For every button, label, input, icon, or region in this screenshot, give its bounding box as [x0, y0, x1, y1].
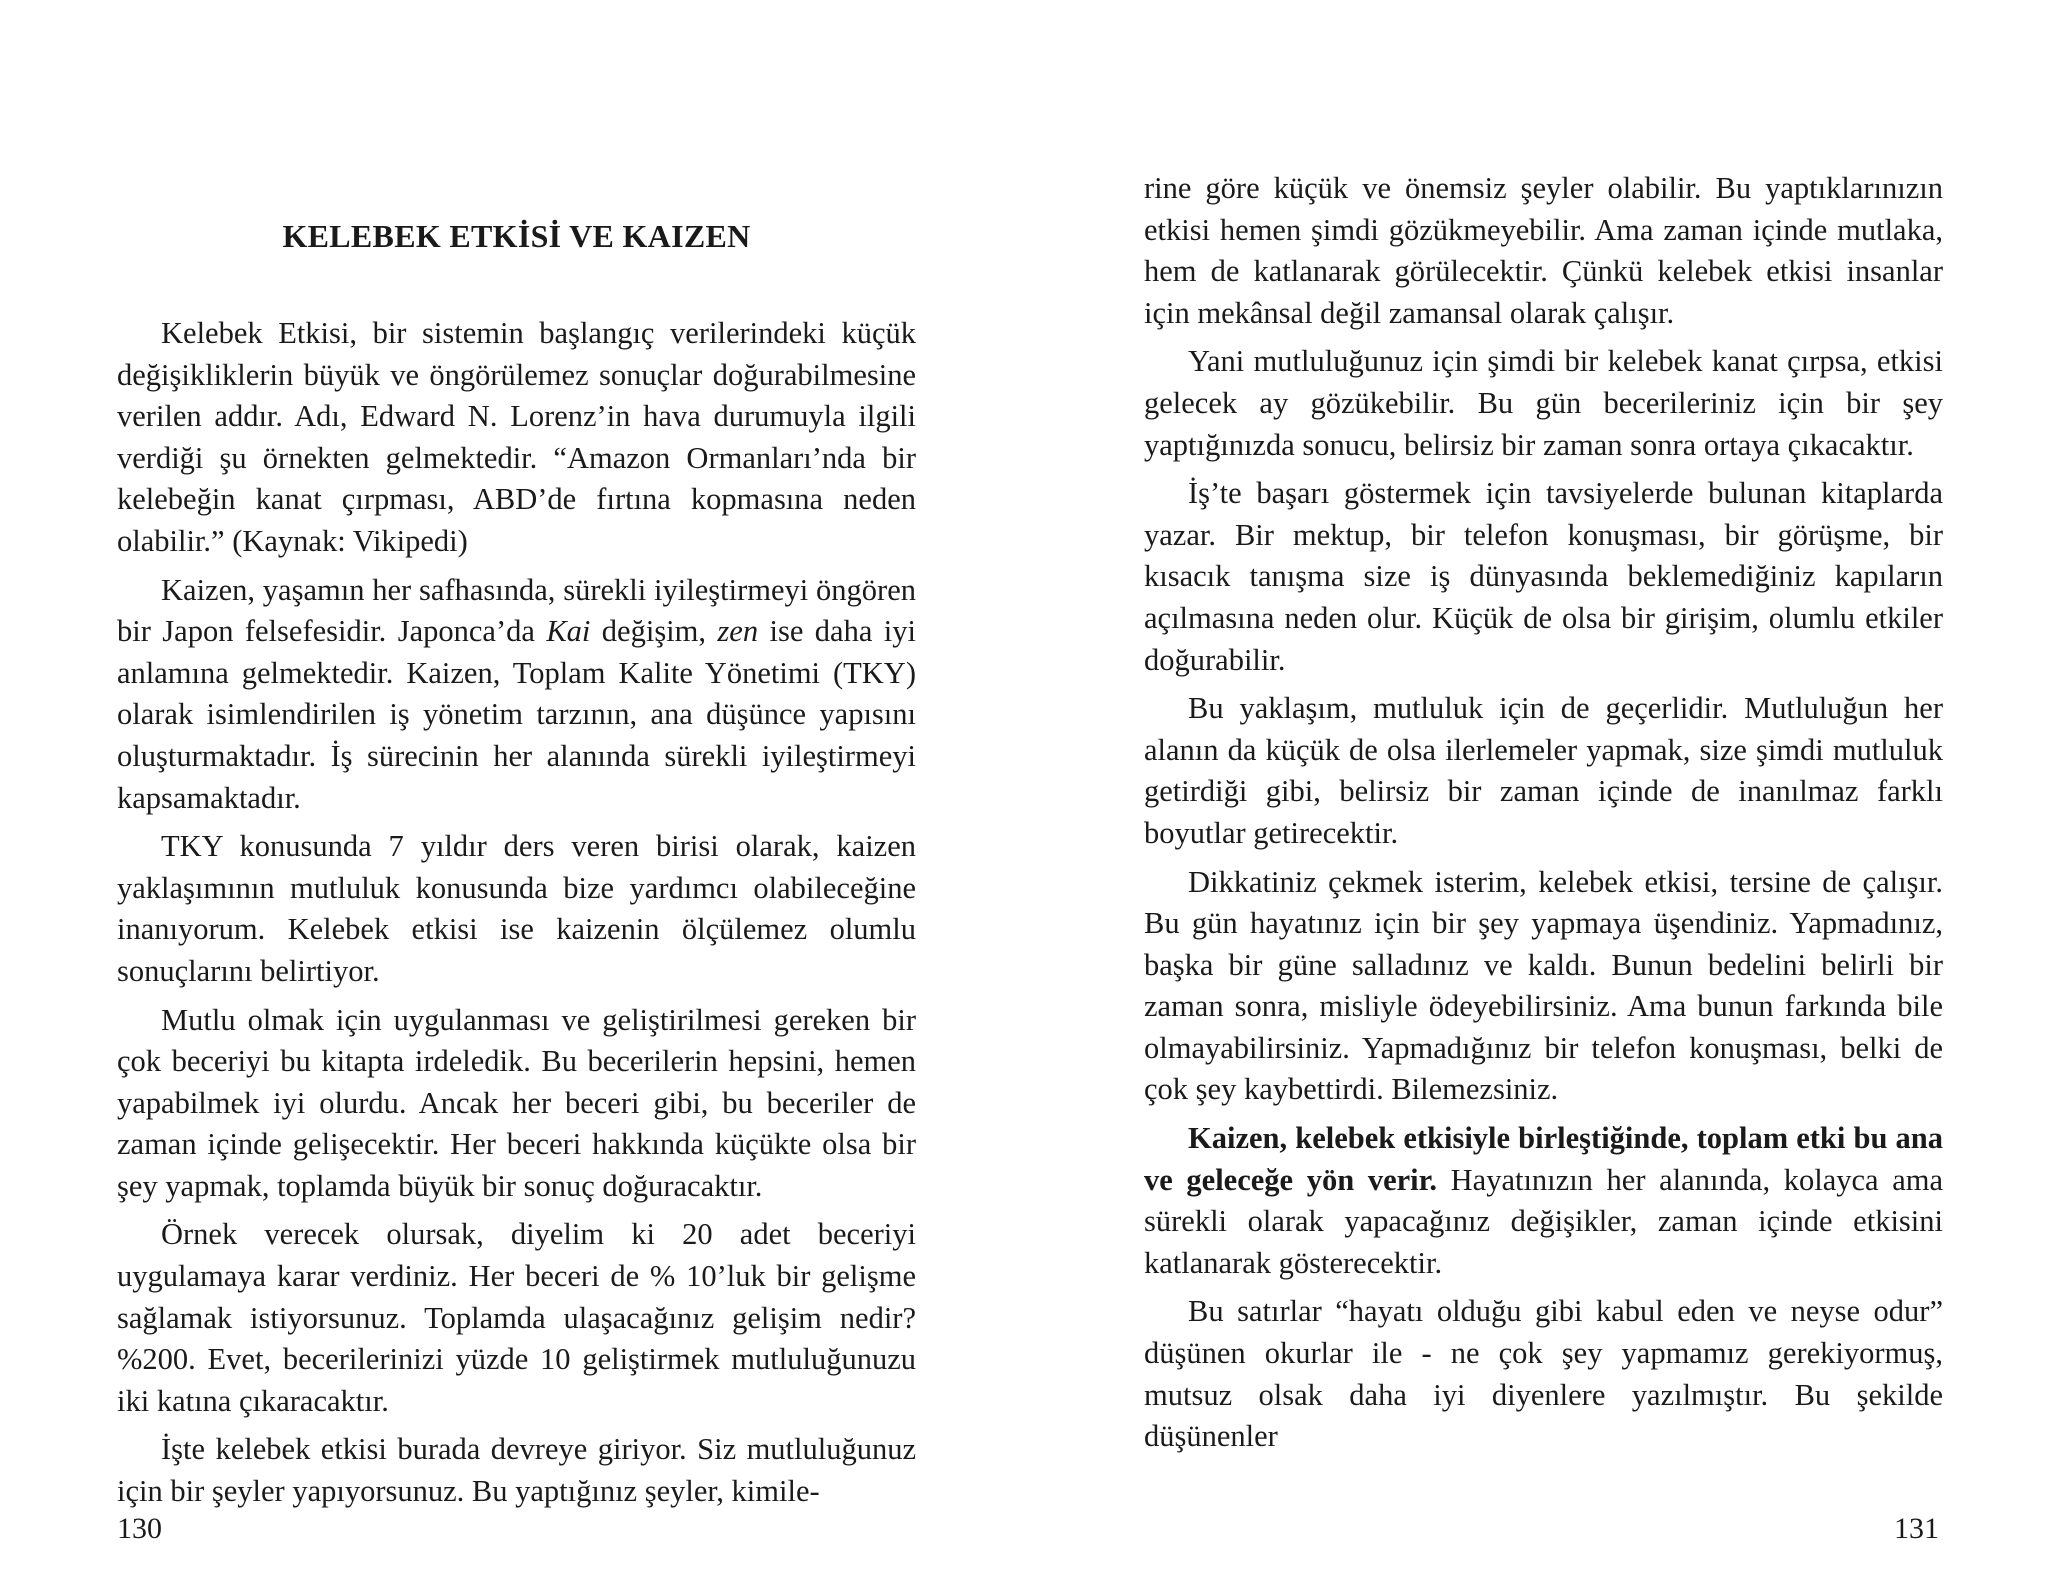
paragraph: Kelebek Etkisi, bir sistemin başlangıç verilerindeki küçük değişikliklerin büyük ve öngörülemez sonuçlar doğurabilmesine verilen addır. Adı, Edward N. Lorenz’in hava durumuyla ilgili verdiği şu örnekten gelmektedir. “Amazon Ormanları’nda bir kelebeğin kanat çırpması, ABD’de fırtına kopmasına neden olabilir.” (Kaynak: Vikipedi) — [117, 316, 916, 558]
paragraph: İş’te başarı göstermek için tavsiyelerde bulunan kitaplarda yazar. Bir mektup, bir telefon konuşması, bir görüşme, bir kısacık tanışma size iş dünyasında beklemediğiniz kapıların açılmasına neden olur. Küçük de olsa bir girişim, olumlu etkiler doğurabilir. — [1144, 476, 1943, 677]
page-number: 130 — [117, 1512, 162, 1545]
page-number: 131 — [1894, 1512, 1939, 1545]
paragraph: Dikkatiniz çekmek isterim, kelebek etkisi, tersine de çalışır. Bu gün hayatınız için bir şey yapmaya üşendiniz. Yapmadınız, başka bir güne salladınız ve kaldı. Bunun bedelini belirli bir zaman sonra, misliyle ödeyebilirsiniz. Ama bunun farkında bile olmayabilirsiniz. Yapmadığınız bir telefon konuşması, belki de çok şey kaybettirdi. Bilemezsiniz. — [1144, 864, 1943, 1107]
chapter-title: KELEBEK ETKİSİ VE KAIZEN — [282, 218, 751, 254]
paragraph: Mutlu olmak için uygulanması ve geliştirilmesi gereken bir çok beceriyi bu kitapta irdeledik. Bu becerilerin hepsini, hemen yapabilmek iyi olurdu. Ancak her beceri gibi, bu beceriler de zaman içinde gelişecektir. Her beceri hakkında küçükte olsa bir şey yapmak, toplamda büyük bir sonuç doğuracaktır. — [117, 1002, 916, 1203]
paragraph-text: Hayatınızın her alanında, kolayca ama sürekli olarak yapacağınız değişikler, zaman içinde etkisini katlanarak gösterecektir. — [1144, 1162, 1943, 1280]
italic-term: zen — [717, 614, 759, 649]
italic-term: Kai — [546, 614, 591, 649]
paragraph-text: ise daha iyi anlamına gelmektedir. Kaizen, Toplam Kalite Yönetimi (TKY) olarak isimlendirilen iş yönetim tarzının, ana düşünce yapısını oluşturmaktadır. İş sürecinin her alanında sürekli iyileştirmeyi kapsamaktadır. — [117, 614, 916, 815]
bold-statement: Kaizen, kelebek etkisiyle birleştiğinde, toplam etki bu ana ve geleceğe yön verir. — [1144, 1121, 1943, 1197]
paragraph — [117, 570, 916, 820]
right-page — [1024, 0, 2048, 1593]
paragraph: İşte kelebek etkisi burada devreye giriyor. Siz mutluluğunuz için bir şeyler yapıyorsunuz. Bu yaptığınız şeyler, kimile- — [117, 1432, 916, 1509]
paragraph: TKY konusunda 7 yıldır ders veren birisi olarak, kaizen yaklaşımının mutluluk konusunda bize yardımcı olabileceğine inanıyorum. Kelebek etkisi ise kaizenin ölçülemez olumlu sonuçlarını belirtiyor. — [117, 829, 916, 988]
paragraph: rine göre küçük ve önemsiz şeyler olabilir. Bu yaptıklarınızın etkisi hemen şimdi gözükmeyebilir. Ama zaman içinde mutlaka, hem de katlanarak görülecektir. Çünkü kelebek etkisi insanlar için mekânsal değil zamansal olarak çalışır. — [1144, 171, 1943, 330]
paragraph: Bu satırlar “hayatı olduğu gibi kabul eden ve neyse odur” düşünen okurlar ile - ne çok şey yapmamız gerekiyormuş, mutsuz olsak daha iyi diyenlere yazılmıştır. Bu şekilde düşünenler — [1144, 1294, 1943, 1454]
paragraph: Yani mutluluğunuz için şimdi bir kelebek kanat çırpsa, etkisi gelecek ay gözükebilir. Bu gün becerileriniz için bir şey yaptığınızda sonucu, belirsiz bir zaman sonra ortaya çıkacaktır. — [1144, 344, 1943, 462]
left-page-body — [117, 313, 916, 1520]
paragraph-text: değişim, — [590, 614, 718, 649]
paragraph: Örnek verecek olursak, diyelim ki 20 adet beceriyi uygulamaya karar verdiniz. Her beceri de % 10’luk bir gelişme sağlamak istiyorsunuz. Toplamda ulaşacağınız gelişim nedir? %200. Evet, becerilerinizi yüzde 10 geliştirmek mutluluğunuzu iki katına çıkaracaktır. — [117, 1217, 916, 1418]
paragraph-text: Kaizen, yaşamın her safhasında, sürekli iyileştirmeyi öngören bir Japon felsefesidir. Japonca’da — [117, 572, 916, 649]
paragraph — [1144, 1118, 1943, 1284]
right-page-body — [1144, 168, 1943, 1465]
paragraph: Bu yaklaşım, mutluluk için de geçerlidir. Mutluluğun her alanın da küçük de olsa ilerlemeler yapmak, size şimdi mutluluk getirdiği gibi, belirsiz bir zaman içinde de inanılmaz farklı boyutlar getirecektir. — [1144, 691, 1943, 850]
